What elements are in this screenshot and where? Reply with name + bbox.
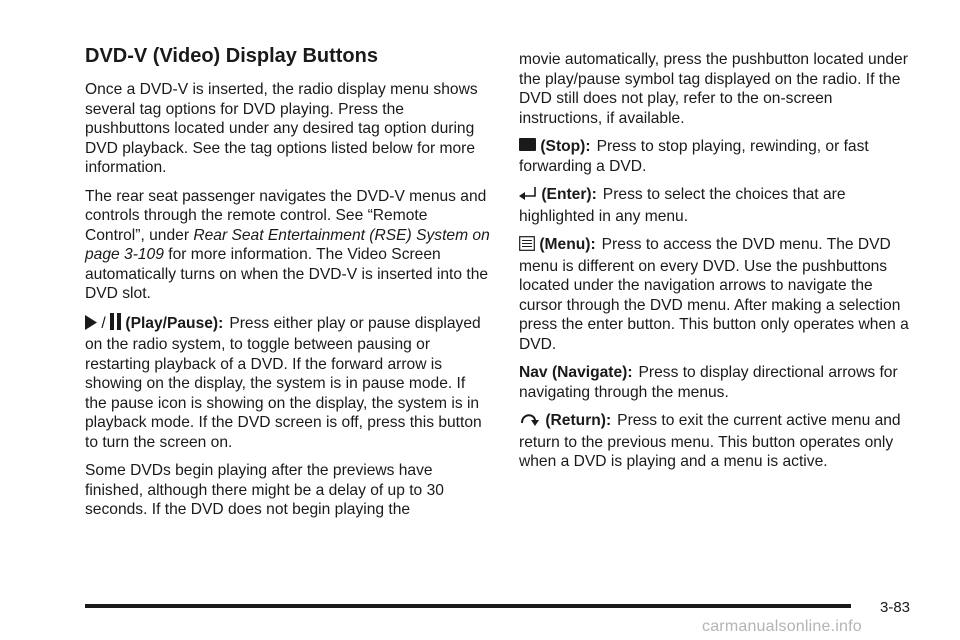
stop-description: Press to stop playing, rewinding, or fast forwarding a DVD. [519,138,869,175]
page-number: 3-83 [880,599,911,616]
stop-entry [519,137,919,176]
continued-paragraph: movie automatically, press the pushbutton located under the play/pause symbol tag displayed on the radio. If the DVD still does not play, refer to the on-screen instructions, if available. [519,51,908,127]
nav-term: Nav (Navigate): [519,364,633,381]
menu-term: (Menu): [539,236,596,253]
watermark: carmanualsonline.info [702,618,862,635]
play-pause-description: Press either play or pause displayed on the radio system, to toggle between pausing or restarting playback of a DVD. If the forward arrow is showing on the display, the system is in pause mode. If the pause icon is showing on the display, the system is in playback mode. If the DVD screen is off, press this button to turn the screen on. [85,314,482,451]
return-icon [519,412,541,433]
pause-icon [110,313,121,336]
rse-cross-reference-link[interactable]: Rear Seat Entertainment (RSE) System on page 3-109 [85,226,490,263]
play-pause-slash: / [101,314,106,332]
play-pause-entry [85,313,491,453]
play-pause-term: (Play/Pause): [125,314,224,332]
return-description: Press to exit the current active menu and return to the previous menu. This button operates only when a DVD is playing and a menu is active. [519,412,901,470]
remote-paragraph [85,187,491,304]
remote-text-b: for more information. The Video Screen automatically turns on when the DVD-V is inserted into the DVD slot. [85,246,489,302]
nav-entry [519,363,919,402]
return-term: (Return): [545,412,612,429]
enter-description: Press to select the choices that are highlighted in any menu. [519,186,846,225]
right-column [519,50,919,481]
enter-term: (Enter): [541,186,597,203]
intro-paragraph: Once a DVD-V is inserted, the radio display menu shows several tag options for DVD playing. Press the pushbuttons located under any desired tag option during DVD playback. See the tag options listed below for more information. [85,81,478,176]
enter-icon [519,187,537,207]
return-entry [519,411,919,472]
section-heading: DVD-V (Video) Display Buttons [85,45,378,67]
left-column [85,44,491,529]
nav-description: Press to display directional arrows for navigating through the menus. [519,364,898,401]
remote-text-a: The rear seat passenger navigates the DVD-V menus and controls through the remote control. See “Remote Control”, under [85,187,487,244]
enter-entry [519,185,919,226]
previews-paragraph: Some DVDs begin playing after the previews have finished, although there might be a delay of up to 30 seconds. If the DVD does not begin playing the [85,462,444,518]
menu-entry [519,235,919,354]
menu-icon [519,236,535,257]
menu-description: Press to access the DVD menu. The DVD menu is different on every DVD. Use the pushbuttons located under the navigation arrows to navigate the cursor through the DVD menu. After making a selection press the enter button. This button only operates when a DVD. [519,236,909,353]
footer-rule [85,604,851,608]
stop-term: (Stop): [540,138,591,155]
stop-icon [519,138,536,151]
play-icon [85,315,97,336]
